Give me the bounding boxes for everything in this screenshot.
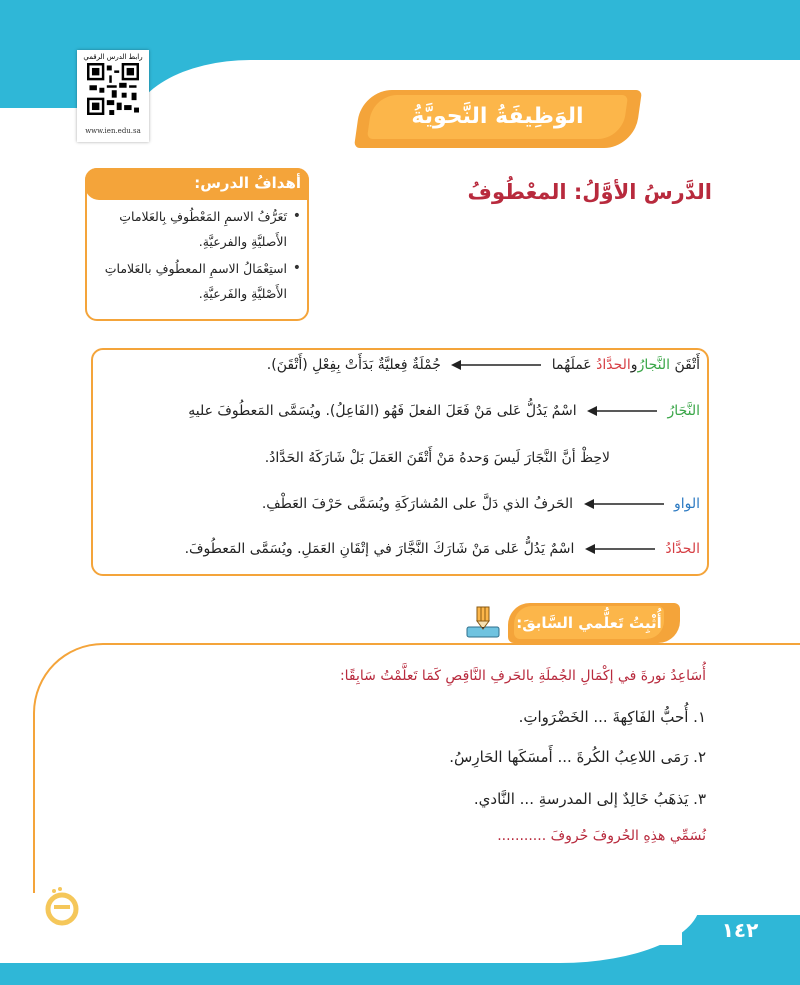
note-text: لاحِظْ أنَّ النَّجَارَ لَيسَ وَحدهُ مَنْ أَتْقَنَ العَمَلَ بَلْ شَارَكَهُ الحَدَّادُ. bbox=[264, 450, 610, 466]
example-line-5 bbox=[185, 541, 700, 557]
term-explanation: الحَرفُ الذي دَلَّ على المُشارَكَةِ ويُسَمَّى حَرْفَ العَطْفِ. bbox=[261, 496, 574, 512]
objective-item bbox=[95, 256, 301, 306]
arrow-left-icon bbox=[585, 544, 655, 554]
term-carpenter: النَّجَارُ bbox=[667, 403, 700, 419]
example-line-1 bbox=[267, 357, 700, 373]
example-line-2 bbox=[188, 403, 700, 419]
qr-code-card[interactable] bbox=[77, 50, 149, 142]
question-2: ٢. رَمَى اللاعِبُ الكُرةَ ... أَمسَكَها الحَارِسُ. bbox=[449, 748, 706, 766]
objective-line: الأَصليَّةِ والفرعيَّةِ. bbox=[198, 234, 287, 249]
objective-line: • استِعْمَالُ الاسمِ المعطُوفِ بالعَلاماتِ bbox=[104, 261, 287, 276]
instruction-text: أُسَاعِدُ نورةَ في إكْمَالِ الجُملَةِ بالحَرفِ النَّاقِصِ كَمَا تَعلَّمْتُ سَابِقًا: bbox=[339, 668, 706, 684]
objectives-title: أهدافُ الدرس: bbox=[194, 174, 301, 192]
conclusion-text: نُسَمِّي هذِهِ الحُروفَ حُروفَ ........... bbox=[497, 828, 706, 844]
section-title: الوَظِيفَةُ النَّحويَّةُ bbox=[411, 104, 584, 129]
term-waw: الواو bbox=[673, 496, 700, 512]
bottom-white-curve bbox=[0, 893, 700, 963]
example-conjunction: و bbox=[630, 357, 638, 373]
term-explanation: اسْمٌ يَدُلُّ عَلى مَنْ شَارَكَ النَّجَّارَ في إتْقَانِ العَمَلِ. ويُسَمَّى المَعطُوفَ. bbox=[184, 541, 575, 557]
prior-learning-title: أُثْبِتُ تَعلُّمي السَّابقَ: bbox=[516, 614, 662, 632]
question-3: ٣. يَذهَبُ خَالِدٌ إلى المدرسةِ ... النَّادي. bbox=[473, 790, 706, 808]
arrow-left-icon bbox=[451, 360, 541, 370]
objectives-list bbox=[95, 204, 301, 306]
arrow-left-icon bbox=[587, 406, 657, 416]
example-object: عَملَهُما bbox=[551, 357, 592, 373]
example-subject: النَّجارُ bbox=[637, 357, 671, 373]
qr-code-icon[interactable] bbox=[87, 63, 139, 115]
qr-caption: رابط الدرس الرقمي bbox=[83, 53, 143, 61]
page-number: ١٤٢ bbox=[721, 918, 759, 942]
qr-url[interactable]: www.ien.edu.sa bbox=[85, 127, 141, 135]
example-line-3 bbox=[265, 450, 610, 466]
publisher-logo-icon bbox=[40, 885, 84, 929]
lesson-title: الدَّرسُ الأوَّلُ: المعْطُوفُ bbox=[467, 180, 712, 204]
question-1: ١. أُحبُّ الفَاكِهةَ ... الخَضْرَواتِ. bbox=[518, 708, 706, 726]
example-explanation: جُمْلَةٌ فِعليَّةٌ بَدَأَتْ بِفِعْلِ (أَتْقَنَ). bbox=[266, 357, 441, 373]
example-verb: أَتْقَنَ bbox=[674, 357, 700, 373]
objective-line: • تَعَرُّفُ الاسمِ المَعْطُوفِ بِالعَلاماتِ bbox=[119, 209, 287, 224]
example-line-4 bbox=[262, 496, 700, 512]
arrow-left-icon bbox=[584, 499, 664, 509]
objective-item bbox=[95, 204, 301, 254]
term-blacksmith: الحدَّادُ bbox=[665, 541, 700, 557]
pencil-book-icon bbox=[465, 605, 501, 639]
objective-line: الأَصْليَّةِ والفَرعيَّةِ. bbox=[198, 286, 287, 301]
example-conjunct: الحدَّادُ bbox=[596, 357, 631, 373]
term-explanation: اسْمٌ يَدُلُّ عَلى مَنْ فَعَلَ الفعلَ فَهُو (الفَاعِلُ). ويُسَمَّى المَعطُوفَ عليهِ bbox=[188, 403, 577, 419]
